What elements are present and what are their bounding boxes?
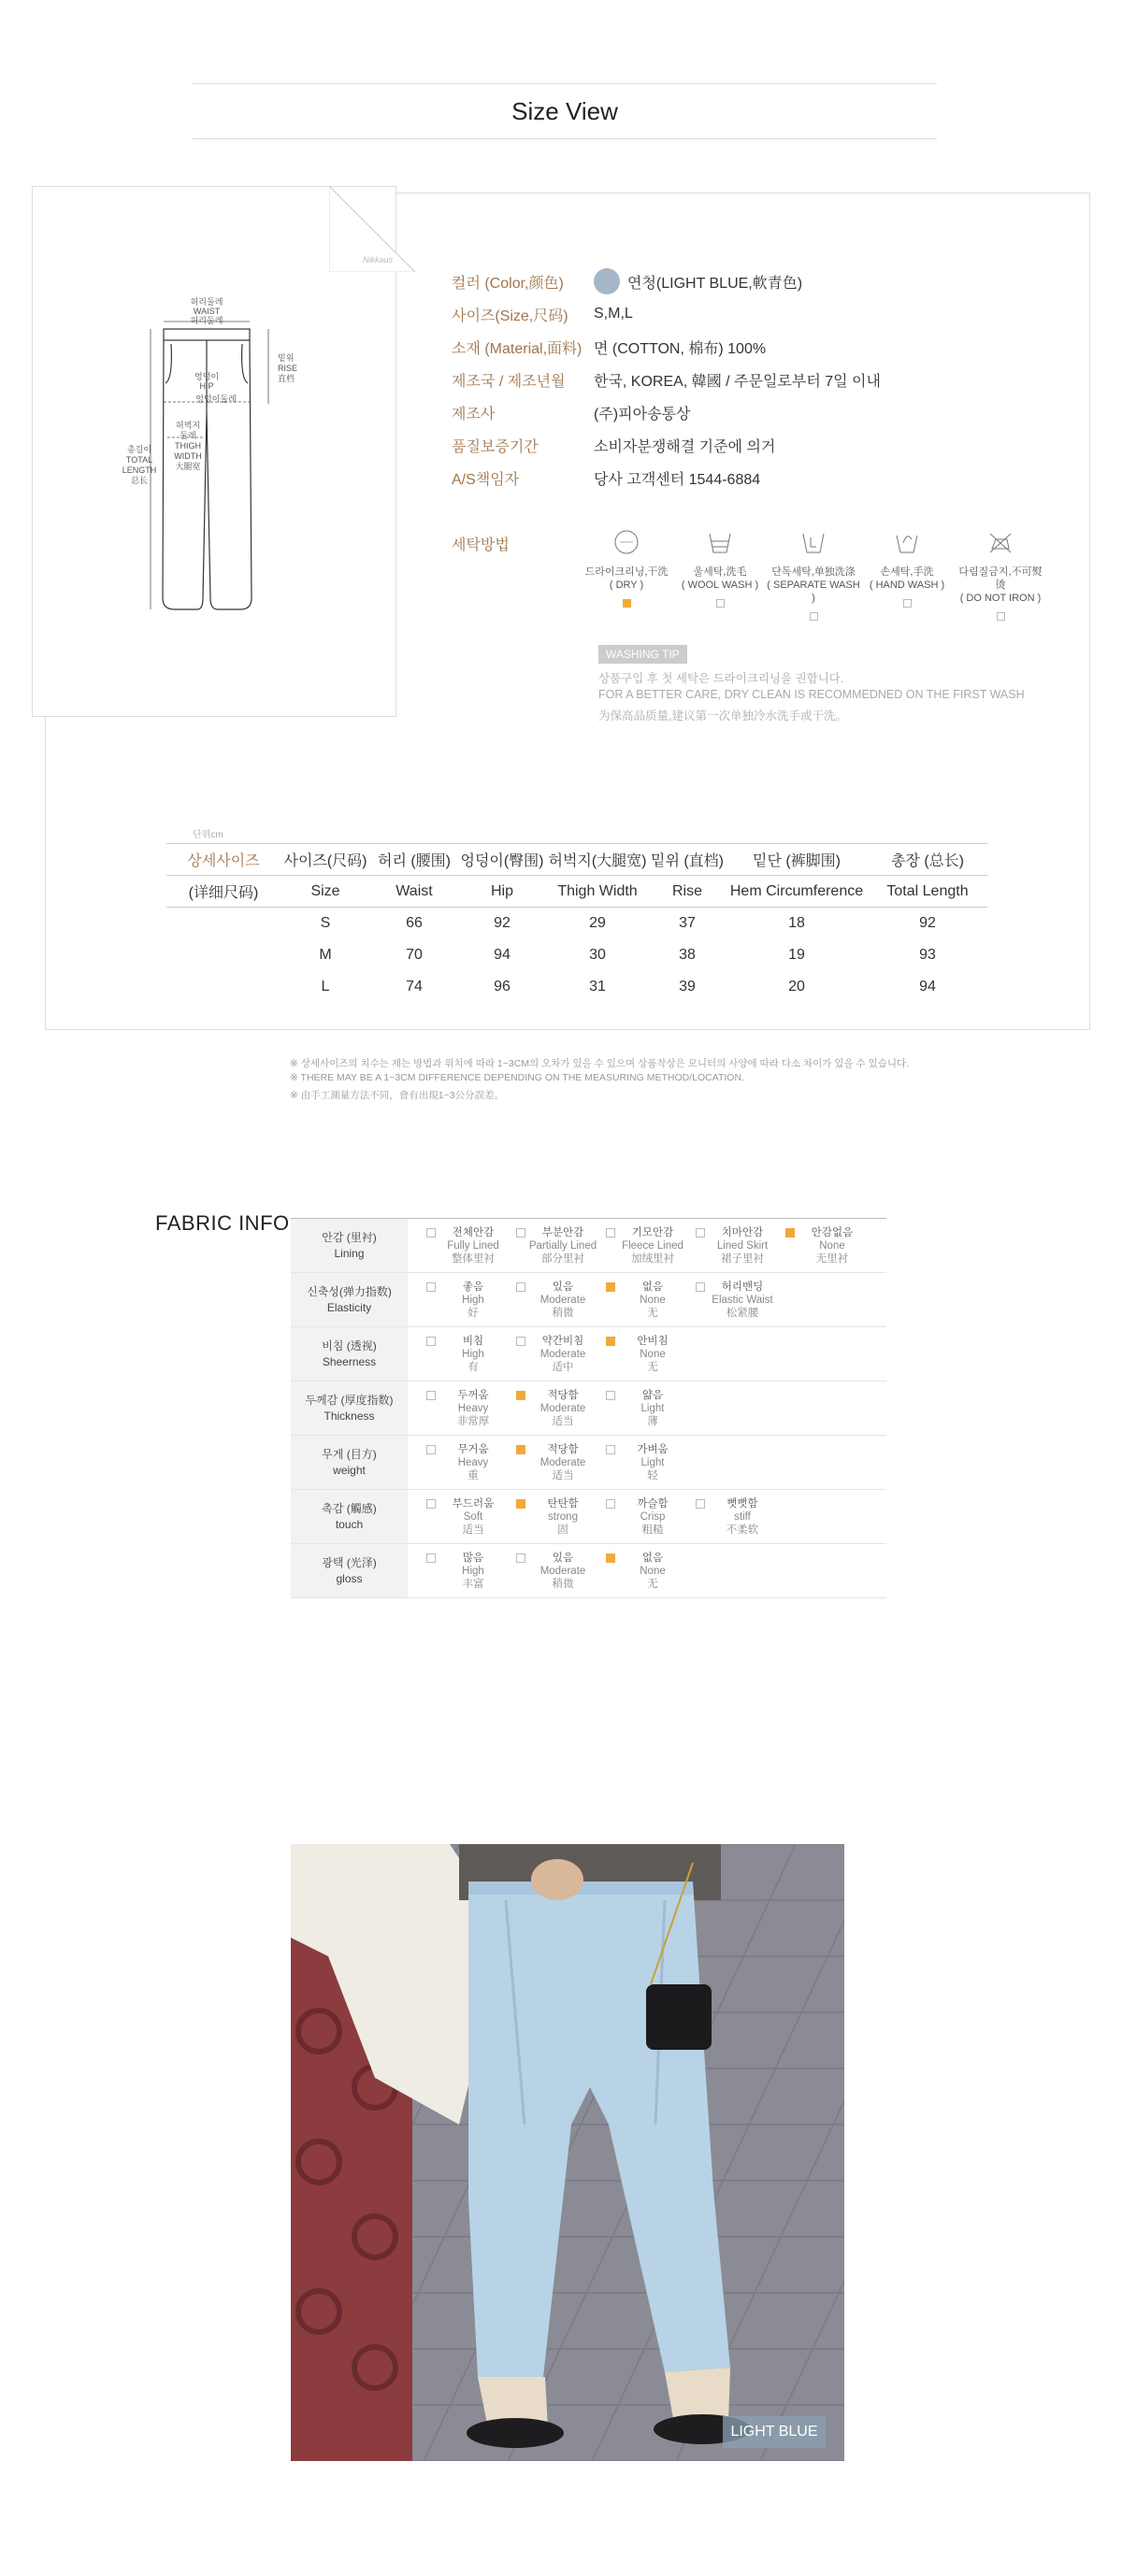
fabric-option-en: Fleece Lined	[622, 1239, 683, 1252]
fabric-row	[291, 1544, 886, 1598]
fabric-option-en: High	[462, 1348, 484, 1360]
fabric-option-cn: 整体里衬	[452, 1252, 495, 1265]
fabric-option-ko: 많음	[462, 1552, 484, 1564]
wool-wash-icon	[706, 528, 734, 556]
fabric-option-en: None	[640, 1565, 666, 1577]
size-cell: 96	[494, 978, 511, 995]
fabric-option-ko: 탄탄함	[547, 1497, 579, 1510]
fabric-row-label	[291, 1490, 408, 1544]
checkbox[interactable]	[606, 1228, 615, 1238]
info-row-material	[452, 336, 766, 358]
waist-label-en: WAIST	[193, 307, 221, 316]
size-header-cell: Rise	[649, 876, 726, 908]
size-cell: 37	[679, 914, 696, 931]
info-key: 제조사	[452, 406, 496, 422]
thigh-label-cn: 大腿宽	[175, 462, 201, 471]
size-header-cell: 사이즈(尺码)	[280, 844, 370, 876]
fabric-option[interactable]	[690, 1497, 780, 1537]
size-header-cell: Hip	[458, 876, 546, 908]
wash-ko: 단독세탁,单独洗涤	[771, 566, 856, 578]
thigh-label-ko: 허벅지	[175, 421, 201, 430]
wash-ko: 드라이크리닝,干洗	[584, 566, 669, 578]
fabric-option-en: Moderate	[539, 1294, 586, 1306]
info-row-origin	[452, 368, 881, 391]
rise-label-ko: 밑위	[278, 353, 295, 363]
washing-tip-line: 상품구입 후 첫 세탁은 드라이크리닝을 권합니다.	[598, 672, 844, 685]
fabric-option-cn: 无	[647, 1361, 658, 1373]
waist-label-ko: 허리둘레	[190, 297, 223, 307]
fabric-row-label	[291, 1273, 408, 1327]
checkbox[interactable]	[696, 1228, 705, 1238]
separate-wash-icon	[799, 528, 827, 556]
fabric-option[interactable]	[690, 1281, 780, 1320]
size-cell: L	[321, 978, 330, 995]
checkbox[interactable]	[426, 1228, 436, 1238]
size-cell: 92	[919, 914, 936, 931]
fabric-label-ko: 촉감 (觸感)	[322, 1501, 377, 1515]
wash-en: ( DRY )	[609, 580, 644, 591]
wash-en: ( WOOL WASH )	[681, 580, 759, 591]
fabric-option-en: Moderate	[539, 1348, 586, 1360]
fabric-option[interactable]	[511, 1552, 600, 1591]
size-cell: 93	[919, 946, 936, 963]
fabric-option[interactable]	[690, 1226, 780, 1266]
size-header-cell: (详细尺码)	[166, 876, 280, 908]
info-key: 품질보증기간	[452, 438, 539, 455]
fabric-row-label	[291, 1544, 408, 1598]
fabric-option-ko: 적당함	[547, 1443, 579, 1455]
fabric-option-en: None	[640, 1294, 666, 1306]
hip-label-sub: 엉덩이둘레	[195, 394, 237, 404]
fabric-label-ko: 신축성(弹力指数)	[307, 1284, 392, 1298]
info-row-as	[452, 466, 760, 489]
fabric-option-ko: 없음	[641, 1552, 664, 1564]
checkbox[interactable]	[426, 1337, 436, 1346]
fabric-option-cn: 轻	[647, 1469, 658, 1481]
fabric-option-ko: 까슬함	[637, 1497, 669, 1510]
wash-item-wool	[673, 528, 767, 608]
fabric-row	[291, 1381, 886, 1436]
size-cell: 94	[919, 978, 936, 995]
wash-checkbox[interactable]	[903, 599, 912, 608]
fabric-row	[291, 1490, 886, 1544]
size-row-s	[166, 908, 987, 939]
fabric-option-en: strong	[548, 1510, 578, 1523]
size-header-cell: 총장 (总长)	[868, 844, 987, 876]
fabric-option[interactable]	[600, 1226, 690, 1266]
fabric-label-ko: 무게 (目方)	[322, 1447, 377, 1461]
fabric-option-cn: 重	[468, 1469, 479, 1481]
fabric-option-ko: 약간비침	[541, 1335, 584, 1347]
size-cell: 66	[406, 914, 423, 931]
fabric-option-cn: 无	[647, 1578, 658, 1590]
fabric-option[interactable]	[511, 1335, 600, 1374]
size-cell: 20	[788, 978, 805, 995]
length-label-en2: LENGTH	[122, 465, 157, 475]
size-cell: 74	[406, 978, 423, 995]
fabric-option-cn: 裙子里衬	[721, 1252, 764, 1265]
wash-item-dry	[580, 528, 673, 608]
info-value: 한국, KOREA, 韓國 / 주문일로부터 7일 이내	[594, 373, 881, 390]
wash-checkbox[interactable]	[997, 612, 1005, 621]
checkbox-checked[interactable]	[606, 1337, 615, 1346]
size-header-cell: Total Length	[868, 876, 987, 908]
size-cell: 29	[589, 914, 606, 931]
fabric-option[interactable]	[421, 1281, 511, 1320]
thigh-label-en: THIGH	[175, 441, 201, 451]
checkbox[interactable]	[426, 1445, 436, 1454]
fabric-option-ko: 좋음	[462, 1281, 484, 1293]
info-key: 소재 (Material,面料)	[452, 340, 583, 357]
info-key: A/S책임자	[452, 471, 520, 488]
wash-ko: 다림질금지,不可熨烫	[958, 566, 1043, 591]
fabric-option-ko: 부분안감	[541, 1226, 584, 1238]
fabric-option[interactable]	[511, 1281, 600, 1320]
wash-en: ( DO NOT IRON )	[959, 593, 1042, 604]
fabric-option-en: None	[819, 1239, 845, 1252]
fabric-option-cn: 粗糙	[641, 1524, 664, 1536]
wash-checkbox[interactable]	[716, 599, 725, 608]
length-label-ko: 총길이	[126, 445, 152, 454]
fabric-row	[291, 1219, 886, 1273]
fabric-option-ko: 기모안감	[631, 1226, 674, 1238]
checkbox[interactable]	[606, 1391, 615, 1400]
fabric-option-en: Lined Skirt	[716, 1239, 769, 1252]
fabric-option-ko: 치마안감	[721, 1226, 764, 1238]
fabric-option-cn: 好	[468, 1307, 479, 1319]
fabric-label-en: weight	[333, 1463, 366, 1477]
fabric-label-en: touch	[335, 1517, 364, 1531]
size-cell: 38	[679, 946, 696, 963]
fabric-option-ko: 전체안감	[452, 1226, 495, 1238]
hip-label-en: HIP	[199, 381, 214, 391]
size-table-header-ko	[166, 844, 987, 876]
hip-label-ko: 엉덩이	[194, 372, 220, 381]
fabric-option-cn: 固	[557, 1524, 568, 1536]
size-cell: 18	[788, 914, 805, 931]
wash-item-no-iron	[954, 528, 1047, 621]
color-swatch	[594, 268, 620, 294]
info-value: 연청(LIGHT BLUE,軟青色)	[627, 275, 803, 292]
fabric-option-ko: 적당함	[547, 1389, 579, 1401]
fabric-options	[408, 1219, 886, 1273]
fabric-option-cn: 非常厚	[456, 1415, 490, 1427]
fold-brand: Nikkaus	[363, 255, 394, 265]
fabric-option[interactable]	[421, 1335, 511, 1374]
info-key: 사이즈(Size,尺码)	[452, 308, 568, 324]
info-row-maker	[452, 401, 690, 423]
wash-item-hand	[860, 528, 954, 608]
fabric-options	[408, 1327, 886, 1381]
size-row-l	[166, 971, 987, 1003]
size-header-cell: 밑단 (裤脚围)	[726, 844, 868, 876]
fabric-option-en: Moderate	[539, 1565, 586, 1577]
checkbox-checked[interactable]	[516, 1499, 525, 1509]
fabric-option-en: Moderate	[539, 1402, 586, 1414]
fabric-option[interactable]	[600, 1389, 690, 1428]
fabric-option[interactable]	[600, 1552, 690, 1591]
washing-tip-line: FOR A BETTER CARE, DRY CLEAN IS RECOMMEDNED ON THE FIRST WASH	[598, 688, 1025, 701]
size-cell: 92	[494, 914, 511, 931]
info-value: S,M,L	[594, 306, 633, 322]
fabric-option-en: High	[462, 1565, 484, 1577]
fabric-label-ko: 비침 (透视)	[322, 1338, 377, 1352]
checkbox[interactable]	[426, 1391, 436, 1400]
wash-checkbox[interactable]	[810, 612, 818, 621]
size-cell: 39	[679, 978, 696, 995]
fabric-option-cn: 有	[468, 1361, 479, 1373]
fabric-option-ko: 얇음	[641, 1389, 664, 1401]
fabric-option[interactable]	[600, 1281, 690, 1320]
checkbox[interactable]	[426, 1282, 436, 1292]
size-header-cell: 상세사이즈	[166, 844, 280, 876]
size-table-header-en	[166, 876, 987, 908]
size-table	[166, 843, 987, 1003]
wash-ko: 울세탁,洗毛	[693, 566, 747, 578]
fabric-option-en: None	[640, 1348, 666, 1360]
checkbox-checked[interactable]	[606, 1553, 615, 1563]
fabric-info-table	[291, 1218, 886, 1598]
length-label-en: TOTAL	[125, 455, 153, 465]
size-cell: S	[320, 914, 331, 931]
info-row-size	[452, 303, 633, 325]
fabric-options	[408, 1436, 886, 1490]
wash-en: ( SEPARATE WASH )	[767, 580, 860, 604]
fabric-label-ko: 광택 (光泽)	[322, 1555, 377, 1569]
size-cell: M	[319, 946, 332, 963]
size-header-cell: 엉덩이(臀围)	[458, 844, 546, 876]
washing-method-label: 세탁방법	[452, 537, 510, 553]
checkbox-checked[interactable]	[516, 1445, 525, 1454]
size-header-cell: Hem Circumference	[726, 876, 868, 908]
fabric-option-ko: 있음	[552, 1281, 574, 1293]
length-label-cn: 总长	[130, 476, 149, 485]
fabric-option[interactable]	[780, 1226, 870, 1266]
size-cell	[166, 971, 280, 1003]
fabric-row-label	[291, 1327, 408, 1381]
fabric-row	[291, 1273, 886, 1327]
size-header-cell: Thigh Width	[546, 876, 649, 908]
size-header-cell: Size	[280, 876, 370, 908]
checkbox[interactable]	[426, 1553, 436, 1563]
size-cell	[166, 908, 280, 939]
product-photo	[291, 1844, 844, 2461]
fabric-option-ko: 안감없음	[811, 1226, 854, 1238]
fabric-option-ko: 있음	[552, 1552, 574, 1564]
fabric-option-en: Partially Lined	[528, 1239, 597, 1252]
fabric-option-cn: 适当	[552, 1415, 574, 1427]
fabric-option-cn: 稍微	[552, 1578, 574, 1590]
size-cell: 19	[788, 946, 805, 963]
fabric-option-en: Heavy	[457, 1456, 489, 1468]
fabric-option[interactable]	[511, 1226, 600, 1266]
fabric-option[interactable]	[421, 1552, 511, 1591]
rise-label-en: RISE	[278, 364, 298, 373]
fabric-row	[291, 1327, 886, 1381]
checkbox-checked[interactable]	[785, 1228, 795, 1238]
size-header-cell: 밑위 (直档)	[649, 844, 726, 876]
checkbox[interactable]	[696, 1499, 705, 1509]
checkbox[interactable]	[516, 1553, 525, 1563]
fabric-option-cn: 适当	[462, 1524, 484, 1536]
size-view-title: Size View	[193, 83, 937, 139]
checkbox-checked[interactable]	[606, 1282, 615, 1292]
fabric-row-label	[291, 1219, 408, 1273]
fabric-label-en: Elasticity	[326, 1300, 372, 1314]
info-row-color	[452, 270, 802, 293]
no-iron-icon	[986, 528, 1014, 556]
size-header-cell: 허리 (腰围)	[370, 844, 458, 876]
fabric-option[interactable]	[600, 1497, 690, 1537]
fabric-option[interactable]	[421, 1443, 511, 1482]
thigh-label-en2: WIDTH	[174, 451, 202, 461]
fabric-option-en: Heavy	[457, 1402, 489, 1414]
fabric-options	[408, 1490, 886, 1544]
checkbox[interactable]	[606, 1445, 615, 1454]
size-header-cell: 허벅지(大腿宽)	[546, 844, 649, 876]
wash-item-separate	[767, 528, 860, 621]
fabric-option-en: Soft	[463, 1510, 483, 1523]
fabric-option-en: Light	[640, 1402, 665, 1414]
info-key: 컬러 (Color,颜色)	[452, 275, 564, 292]
size-cell: 70	[406, 946, 423, 963]
fabric-option[interactable]	[600, 1443, 690, 1482]
fabric-option-ko: 부드러움	[452, 1497, 495, 1510]
info-value: (주)피아송통상	[594, 406, 691, 422]
size-cell: 94	[494, 946, 511, 963]
waist-label-sub: 허리둘레	[190, 316, 223, 325]
washing-tip-badge: WASHING TIP	[598, 645, 687, 664]
fabric-option-en: Light	[640, 1456, 665, 1468]
photo-color-label: LIGHT BLUE	[723, 2416, 826, 2448]
checkbox[interactable]	[516, 1337, 525, 1346]
size-row-m	[166, 939, 987, 971]
fabric-option-ko: 뻣뻣함	[726, 1497, 758, 1510]
size-header-cell: Waist	[370, 876, 458, 908]
wash-en: ( HAND WASH )	[869, 580, 945, 591]
checkbox-checked[interactable]	[516, 1391, 525, 1400]
fabric-option-ko: 안비침	[637, 1335, 669, 1347]
rise-label-cn: 直档	[278, 374, 295, 383]
fabric-option-ko: 없음	[641, 1281, 664, 1293]
fabric-row	[291, 1436, 886, 1490]
fabric-option-en: Elastic Waist	[712, 1294, 773, 1306]
thigh-label-ko2: 둘레	[180, 431, 196, 440]
fabric-option[interactable]	[600, 1335, 690, 1374]
fabric-option-cn: 松紧腰	[726, 1307, 759, 1319]
fabric-label-ko: 안감 (里衬)	[322, 1230, 377, 1244]
fabric-label-ko: 두께감 (厚度指数)	[305, 1393, 394, 1407]
fabric-row-label	[291, 1436, 408, 1490]
fabric-option-cn: 适当	[552, 1469, 574, 1481]
hand-wash-icon	[893, 528, 921, 556]
size-cell: 31	[589, 978, 606, 995]
fabric-option[interactable]	[511, 1443, 600, 1482]
fabric-option[interactable]	[421, 1389, 511, 1428]
wash-ko: 손세탁,手洗	[880, 566, 934, 578]
fabric-row-label	[291, 1381, 408, 1436]
fabric-option[interactable]	[511, 1497, 600, 1537]
fabric-info-title: FABRIC INFO	[155, 1211, 290, 1235]
info-row-warranty	[452, 434, 775, 456]
folded-corner	[329, 186, 415, 272]
fabric-option-cn: 丰富	[462, 1578, 484, 1590]
checkbox[interactable]	[606, 1499, 615, 1509]
size-note: ※ 由手工測量方法不同，會有出現1~3公分誤差。	[290, 1090, 505, 1101]
fabric-option[interactable]	[511, 1389, 600, 1428]
size-cell	[166, 939, 280, 971]
fabric-option-en: stiff	[734, 1510, 751, 1523]
photo-illustration	[291, 1844, 844, 2461]
fabric-label-en: Sheerness	[322, 1354, 377, 1368]
fabric-option-cn: 薄	[647, 1415, 658, 1427]
fabric-option-cn: 加绒里衬	[631, 1252, 674, 1265]
fabric-options	[408, 1273, 886, 1327]
size-note: ※ 상세사이즈의 치수는 재는 방법과 위치에 따라 1~3CM의 오차가 있을 수 있으며 상품착상은 모니터의 사양에 따라 다소 차이가 있을 수 있습니다.	[290, 1058, 910, 1069]
checkbox[interactable]	[426, 1499, 436, 1509]
fabric-option[interactable]	[421, 1497, 511, 1537]
fabric-option-cn: 适中	[552, 1361, 574, 1373]
washing-tip-line: 为保高品质量,建议第一次单独冷水洗手或干洗。	[598, 709, 847, 723]
size-note: ※ THERE MAY BE A 1~3CM DIFFERENCE DEPENDING ON THE MEASURING METHOD/LOCATION.	[290, 1072, 744, 1083]
fabric-option-ko: 두꺼움	[457, 1389, 489, 1401]
fabric-options	[408, 1544, 886, 1598]
fabric-option-en: High	[462, 1294, 484, 1306]
fabric-option-en: Moderate	[539, 1456, 586, 1468]
checkbox[interactable]	[516, 1282, 525, 1292]
fabric-label-en: Thickness	[324, 1409, 375, 1423]
fabric-option-ko: 허리밴딩	[721, 1281, 764, 1293]
info-value: 당사 고객센터 1544-6884	[594, 471, 761, 488]
fabric-option-ko: 무거움	[457, 1443, 489, 1455]
fabric-option-en: Fully Lined	[447, 1239, 499, 1252]
fabric-option-en: Crisp	[640, 1510, 666, 1523]
info-value: 면 (COTTON, 棉布) 100%	[594, 340, 767, 357]
dry-clean-icon	[612, 528, 640, 556]
fabric-options	[408, 1381, 886, 1436]
checkbox[interactable]	[696, 1282, 705, 1292]
fabric-option[interactable]	[421, 1226, 511, 1266]
size-unit: 단위cm	[193, 830, 223, 840]
fabric-option-cn: 无	[647, 1307, 658, 1319]
fabric-option-ko: 가벼움	[637, 1443, 669, 1455]
fabric-option-cn: 部分里衬	[541, 1252, 584, 1265]
info-value: 소비자분쟁해결 기준에 의거	[594, 438, 776, 455]
fabric-label-en: Lining	[334, 1246, 365, 1260]
fabric-option-cn: 不柔软	[726, 1524, 759, 1536]
size-cell: 30	[589, 946, 606, 963]
info-key: 제조국 / 제조년월	[452, 373, 566, 390]
checkbox[interactable]	[516, 1228, 525, 1238]
fabric-option-cn: 无里衬	[815, 1252, 849, 1265]
fabric-label-en: gloss	[336, 1571, 363, 1585]
wash-checkbox-checked[interactable]	[623, 599, 631, 608]
fabric-option-cn: 稍微	[552, 1307, 574, 1319]
fabric-option-ko: 비침	[462, 1335, 484, 1347]
